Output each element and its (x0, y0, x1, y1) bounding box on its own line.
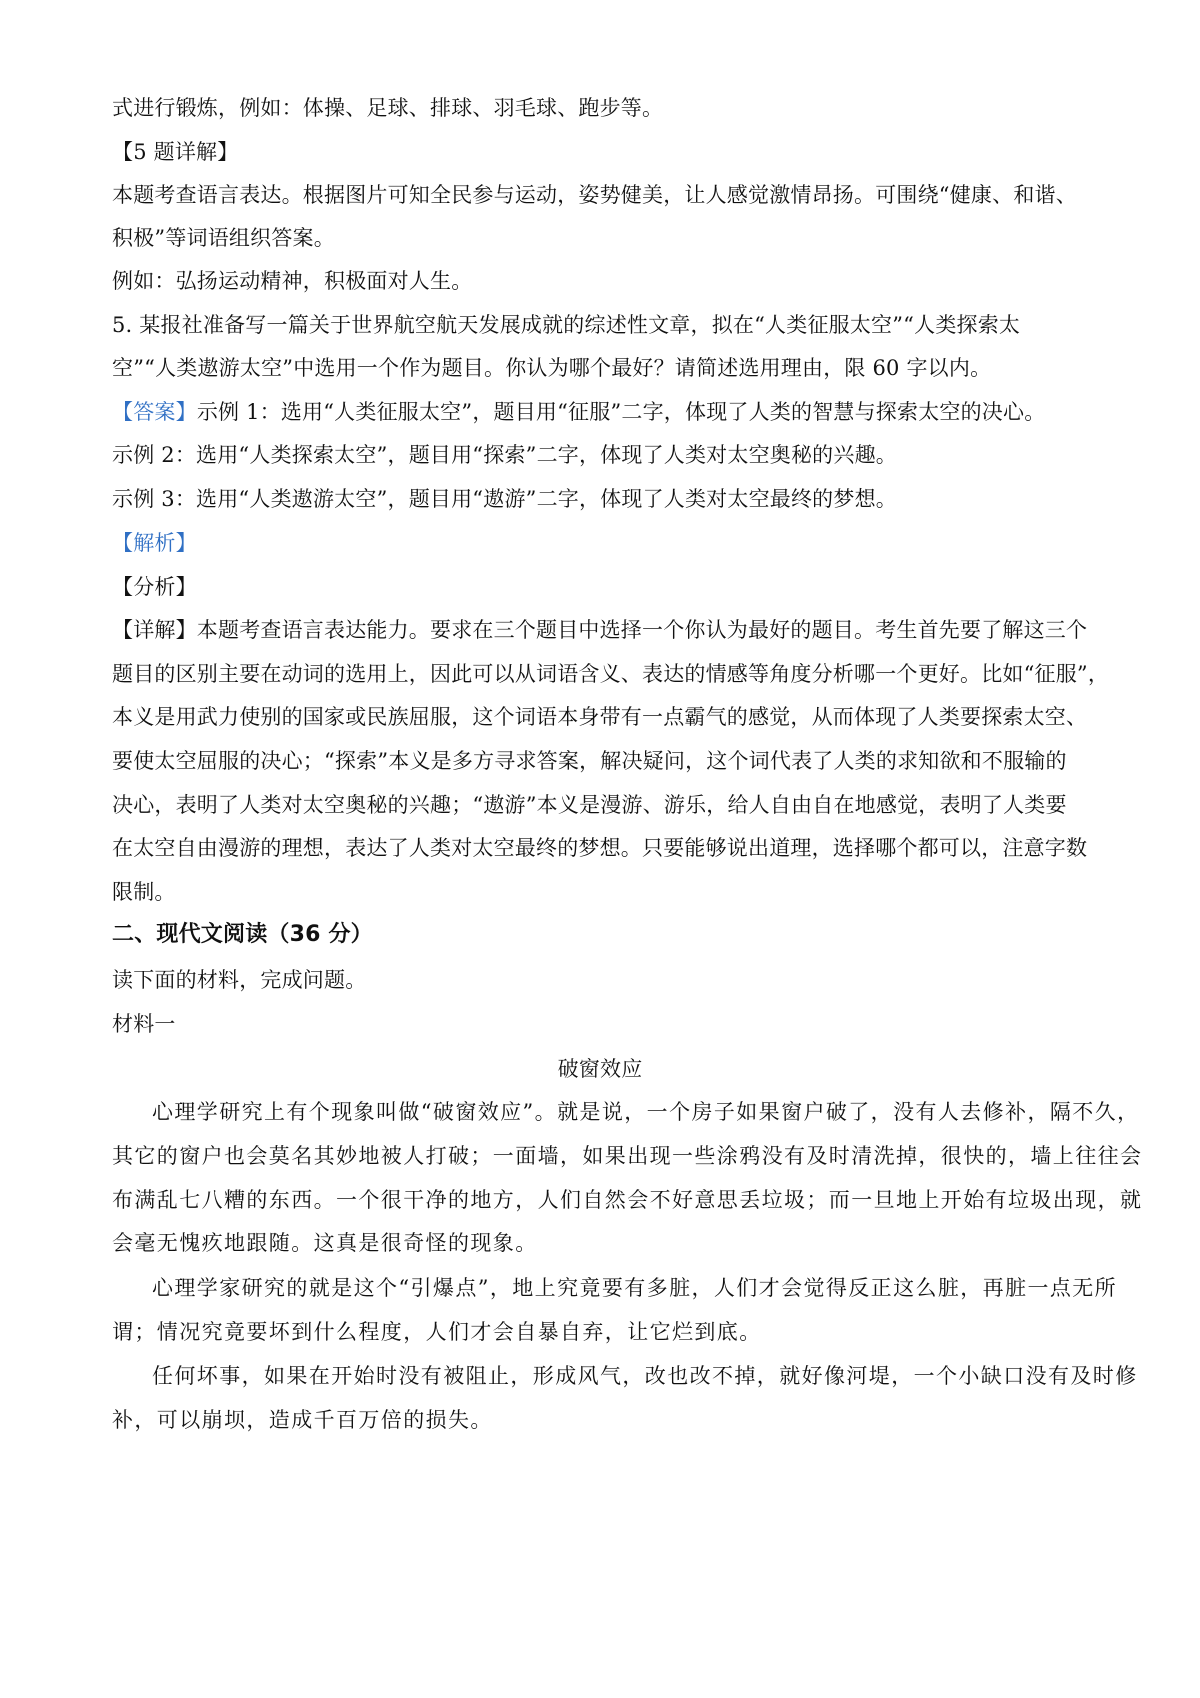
section-heading: 二、现代文阅读（36 分） (112, 922, 373, 947)
text-line: 式进行锻炼，例如：体操、足球、排球、羽毛球、跑步等。 (112, 96, 664, 120)
answer-example-3: 示例 3：选用“人类遨游太空”，题目用“遨游”二字，体现了人类对太空最终的梦想。 (112, 487, 897, 511)
detail-line: 本义是用武力使别的国家或民族屈服，这个词语本身带有一点霸气的感觉，从而体现了人类要探索太空、 (112, 705, 1088, 729)
passage-line: 任何坏事，如果在开始时没有被阻止，形成风气，改也改不掉，就好像河堤，一个小缺口没有及时修 (152, 1364, 1138, 1388)
section-instruction: 读下面的材料，完成问题。 (112, 968, 367, 992)
detail-line: 限制。 (112, 880, 176, 904)
fenxi-label: 【分析】 (112, 575, 197, 599)
subquestion-label: 【5 题详解】 (112, 140, 239, 164)
answer-example-2: 示例 2：选用“人类探索太空”，题目用“探索”二字，体现了人类对太空奥秘的兴趣。 (112, 443, 897, 467)
passage-title: 破窗效应 (557, 1057, 643, 1081)
passage-line: 布满乱七八糟的东西。一个很干净的地方，人们自然会不好意思丢垃圾；而一旦地上开始有垃圾出现，就 (112, 1188, 1143, 1212)
answer-line (112, 397, 1045, 427)
detail-line: 题目的区别主要在动词的选用上，因此可以从词语含义、表达的情感等角度分析哪一个更好。比如“征服”， (112, 662, 1110, 686)
detail-line: 【详解】本题考查语言表达能力。要求在三个题目中选择一个你认为最好的题目。考生首先要了解这三个 (112, 618, 1088, 642)
passage-line: 谓；情况究竟要坏到什么程度，人们才会自暴自弃，让它烂到底。 (112, 1320, 762, 1344)
question-text: 空”“人类遨游太空”中选用一个作为题目。你认为哪个最好？请简述选用理由，限 60 字以内。 (112, 356, 992, 380)
answer-example-1: 示例 1：选用“人类征服太空”，题目用“征服”二字，体现了人类的智慧与探索太空的决心。 (196, 400, 1046, 424)
detail-line: 决心，表明了人类对太空奥秘的兴趣；“遨游”本义是漫游、游乐，给人自由自在地感觉，表明了人类要 (112, 793, 1067, 817)
detail-line: 要使太空屈服的决心；“探索”本义是多方寻求答案，解决疑问，这个词代表了人类的求知欲和不服输的 (112, 749, 1067, 773)
passage-line: 心理学研究上有个现象叫做“破窗效应”。就是说，一个房子如果窗户破了，没有人去修补，隔不久， (152, 1100, 1140, 1124)
text-line: 本题考查语言表达。根据图片可知全民参与运动，姿势健美，让人感觉激情昂扬。可围绕“健康、和谐、 (112, 183, 1077, 207)
material-label: 材料一 (112, 1012, 176, 1036)
analysis-label: 【解析】 (112, 531, 197, 555)
answer-label: 【答案】 (112, 400, 197, 424)
passage-line: 会毫无愧疚地跟随。这真是很奇怪的现象。 (112, 1231, 538, 1255)
text-line: 积极”等词语组织答案。 (112, 226, 335, 250)
text-line: 例如：弘扬运动精神，积极面对人生。 (112, 269, 473, 293)
question-text: 5. 某报社准备写一篇关于世界航空航天发展成就的综述性文章，拟在“人类征服太空”“人类探索太 (112, 313, 1021, 337)
passage-line: 其它的窗户也会莫名其妙地被人打破；一面墙，如果出现一些涂鸦没有及时清洗掉，很快的，墙上往往会 (112, 1144, 1143, 1168)
detail-line: 在太空自由漫游的理想，表达了人类对太空最终的梦想。只要能够说出道理，选择哪个都可以，注意字数 (112, 836, 1088, 860)
passage-line: 心理学家研究的就是这个“引爆点”，地上究竟要有多脏，人们才会觉得反正这么脏，再脏一点无所 (152, 1276, 1118, 1300)
passage-line: 补，可以崩坝，造成千百万倍的损失。 (112, 1408, 493, 1432)
